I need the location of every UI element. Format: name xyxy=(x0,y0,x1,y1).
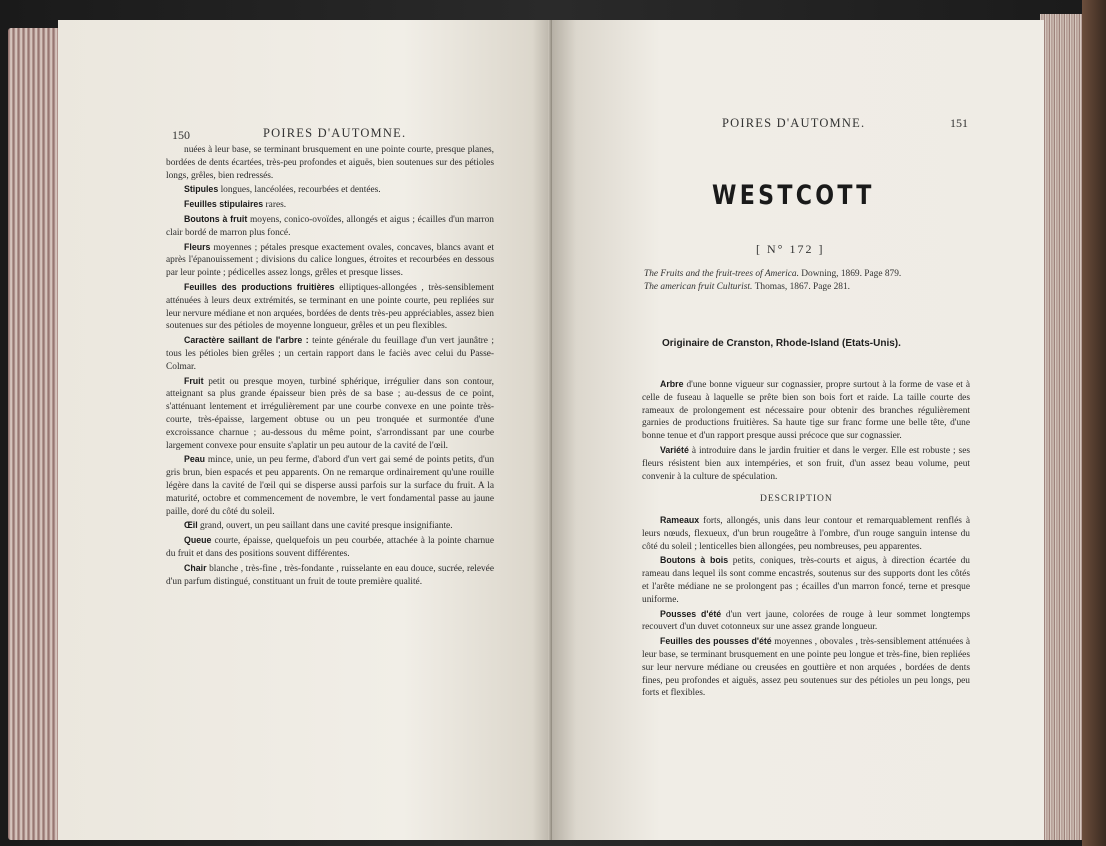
paragraph xyxy=(166,453,494,518)
paragraph-lead: Stipules xyxy=(184,184,219,195)
paragraph-lead: Boutons à bois xyxy=(660,555,729,566)
running-head: POIRES D'AUTOMNE. xyxy=(263,126,407,140)
variety-number: [ N° 172 ] xyxy=(756,242,825,256)
description-text xyxy=(642,514,970,701)
paragraph xyxy=(642,635,970,700)
book-cover-edge xyxy=(1082,0,1106,846)
intro-text xyxy=(642,378,970,484)
paragraph-text: moyens, conico-ovoïdes, allongés et aigus ; écailles d'un marron clair bordé de marron plus foncé. xyxy=(166,214,494,238)
paragraph-text: grand, ouvert, un peu saillant dans une cavité presque insignifiante. xyxy=(200,521,453,532)
paragraph-text: rares. xyxy=(265,200,287,211)
paragraph xyxy=(166,375,494,453)
paragraph-lead: Feuilles des productions fruitières xyxy=(184,281,335,292)
paragraph-text: courte, épaisse, quelquefois un peu courbée, attachée à la pointe charnue du fruit et dans des positions souvent différentes. xyxy=(166,536,495,559)
variety-title: WESTCOTT xyxy=(712,180,875,211)
paragraph-lead: Rameaux xyxy=(660,515,700,525)
paragraph xyxy=(642,554,970,606)
paragraph xyxy=(166,241,494,280)
paragraph-lead: Œil xyxy=(184,520,198,531)
paragraph-text: d'une bonne vigueur sur cognassier, propre surtout à la forme de vase et à celle de fuseau à laquelle se prête bien son bois fort et raide. La taille courte des rameaux de prolongement est nécessaire pour obtenir des branches régulièrement garnies de productions fruitières. Sa haute tige sur franc forme une belle tête, d'une bonne tenue et d'un rapport presque aussi précoce que sur cognassier. xyxy=(642,380,971,442)
paragraph xyxy=(642,608,970,635)
paragraph-text: mince, unie, un peu ferme, d'abord d'un vert gai semé de points petits, d'un gris brun, bien espacés et peu apparents. On ne remarque ordinairement qu'une rouille légère dans la cavité de l'œil qui se disperse aussi parfois sur la surface du fruit. A la maturité, octobre et commencement de novembre, le vert fondamental passe au jaune paille, doré du côté du soleil. xyxy=(166,455,495,517)
right-page xyxy=(552,20,1044,840)
paragraph-lead: Peau xyxy=(184,454,206,465)
paragraph-text: nuées à leur base, se terminant brusquement en une pointe courte, presque planes, bordées de dents écartées, très-peu profondes et aiguës, bien soutenues sur des pétioles longs, grêles, bien redressés. xyxy=(166,145,494,181)
origin-line: Originaire de Cranston, Rhode-Island (Etats-Unis). xyxy=(662,338,901,349)
paragraph-text: teinte générale du feuillage d'un vert jaunâtre ; tous les pétioles bien grêles ; un certain rapport dans le faciès avec celui du Passe-Colmar. xyxy=(166,336,494,372)
paragraph-lead: Pousses d'été xyxy=(660,608,722,619)
section-heading: DESCRIPTION xyxy=(760,494,833,504)
paragraph-text: moyennes , obovales , très-sensiblement atténuées à leur base, se terminant brusquement en une pointe peu longue et très-fine, bien repliées sur leur nervure médiane ou creusées en gouttière et non arquées , bordées de dents fines, peu profondes et aiguës, assez peu soutenues sur des pétioles un peu longs, peu forts et flexibles. xyxy=(642,637,970,699)
paragraph xyxy=(166,562,494,589)
paragraph-text: forts, allongés, unis dans leur contour et remarquablement renflés à leurs nœuds, flexueux, d'un brun rougeâtre à l'ombre, d'un rouge sanguin intense du côté du soleil ; lenticelles bien allongées, peu nombreuses, peu apparentes. xyxy=(642,516,971,552)
paragraph xyxy=(642,378,970,443)
paragraph-lead: Fruit xyxy=(184,375,204,386)
paragraph-text: longues, lancéolées, recourbées et dentées. xyxy=(220,185,381,196)
running-head: POIRES D'AUTOMNE. xyxy=(722,116,866,130)
paragraph-text: à introduire dans le jardin fruitier et dans le verger. Elle est robuste ; ses fleurs résistent bien aux intempéries, et son fruit, d'un assez beau volume, peut convenir à la culture de spéculation. xyxy=(642,445,970,482)
paragraph-text: elliptiques-allongées , très-sensiblement atténuées à leurs deux extrémités, se terminant en une pointe courte, peu repliées sur leur nervure médiane et non arquées, bordées de dents très-peu appréciables, assez bien soutenues sur des pétioles de moyenne longueur, grêles et un peu flexibles. xyxy=(166,282,495,332)
paragraph-text: blanche , très-fine , très-fondante , ruisselante en eau douce, sucrée, relevée d'un parfum distingué, constituant un fruit de toute première qualité. xyxy=(166,563,494,587)
paragraph xyxy=(642,444,970,483)
paragraph-text: moyennes ; pétales presque exactement ovales, concaves, blancs avant et après l'épanouissement ; divisions du calice longues, étroites et recourbées en dessous par leur pointe ; pédicelles assez longs, grêles et presque lisses. xyxy=(166,242,494,279)
left-body-text xyxy=(166,144,494,589)
paragraph xyxy=(166,334,494,373)
page-number: 151 xyxy=(950,116,968,130)
reference-line: The Fruits and the fruit-trees of America. Downing, 1869. Page 879. xyxy=(644,269,902,279)
paragraph-lead: Chair xyxy=(184,562,207,573)
paragraph xyxy=(166,281,494,333)
paragraph-text: petits, coniques, très-courts et aigus, à direction écartée du rameau dans lequel ils sont comme encastrés, soutenus sur des supports dont les côtés et l'arête médiane ne se prolongent pas ; écailles d'un marron foncé, terne et presque uniforme. xyxy=(642,556,970,605)
paragraph xyxy=(166,183,494,197)
paragraph-lead: Boutons à fruit xyxy=(184,213,248,224)
paragraph xyxy=(166,519,494,533)
paragraph-lead: Feuilles des pousses d'été xyxy=(660,636,772,647)
paragraph xyxy=(166,213,494,240)
paragraph-lead: Caractère saillant de l'arbre : xyxy=(184,335,309,346)
paragraph-lead: Arbre xyxy=(660,379,684,389)
page-number: 150 xyxy=(172,128,190,142)
paragraph xyxy=(166,144,494,182)
paragraph-text: petit ou presque moyen, turbiné sphérique, irrégulier dans son contour, atteignant sa plus grande épaisseur bien près de sa base ; au-dessus de ce point, s'atténuant lentement et irrégulièrement par une courbe convexe en une pointe très-courte, très-épaisse, largement obtuse ou un peu tronquée et surmontée d'une excroissance charnue ; au-dessous du même point, s'arrondissant par une courbe largement convexe pour ensuite s'aplatir un peu autour de la cavité de l'œil. xyxy=(166,376,494,451)
paragraph-lead: Feuilles stipulaires xyxy=(184,199,264,210)
paragraph-lead: Variété xyxy=(660,444,689,455)
paragraph-lead: Queue xyxy=(184,535,212,546)
bibliographic-references xyxy=(644,268,984,293)
reference-line: The american fruit Culturist. Thomas, 1867. Page 281. xyxy=(644,281,850,292)
paragraph xyxy=(166,534,494,561)
paragraph xyxy=(642,514,970,553)
paragraph-lead: Fleurs xyxy=(184,241,211,252)
paragraph xyxy=(166,198,494,212)
left-page-edges xyxy=(8,28,60,840)
left-page xyxy=(58,20,552,840)
paragraph-text: d'un vert jaune, colorées de rouge à leur sommet longtemps recouvert d'un duvet cotonneux sur une assez grande longueur. xyxy=(642,609,971,633)
